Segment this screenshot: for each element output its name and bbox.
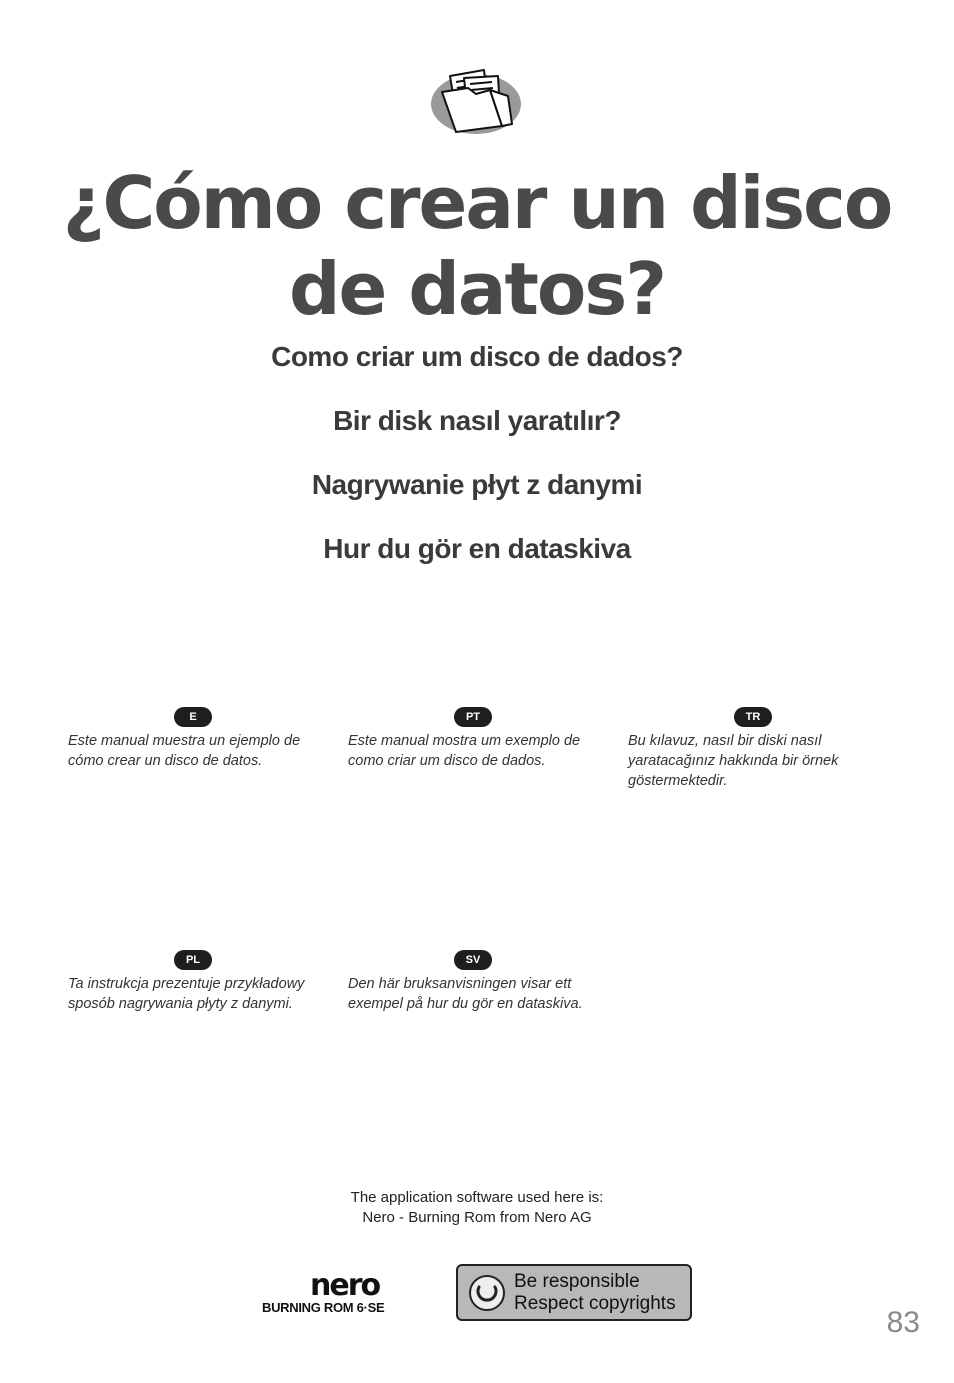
subtitle-pt: Como criar um disco de dados? bbox=[271, 341, 683, 372]
application-note bbox=[0, 1188, 954, 1228]
subtitle-list bbox=[0, 334, 954, 590]
language-block-pl bbox=[68, 950, 318, 1014]
language-badge: TR bbox=[734, 707, 772, 727]
respect-badge-line-2: Respect copyrights bbox=[514, 1293, 676, 1314]
page-title-line-1: ¿Cómo crear un disco bbox=[62, 161, 892, 245]
respect-badge-line-1: Be responsible bbox=[514, 1271, 640, 1292]
nero-logo-subtitle: BURNING ROM 6·SE bbox=[262, 1300, 385, 1315]
respect-badge-text bbox=[514, 1271, 676, 1315]
language-block-e bbox=[68, 707, 318, 771]
page-number: 83 bbox=[886, 1306, 920, 1339]
language-text: Bu kılavuz, nasıl bir diski nasıl yaratacağınız hakkında bir örnek göstermektedir. bbox=[628, 733, 839, 789]
language-text: Este manual muestra un ejemplo de cómo crear un disco de datos. bbox=[68, 733, 301, 769]
language-text: Ta instrukcja prezentuje przykładowy sposób nagrywania płyty z danymi. bbox=[68, 976, 305, 1012]
respect-circle-icon bbox=[468, 1274, 506, 1312]
language-block-pt bbox=[348, 707, 598, 771]
nero-logo bbox=[258, 1268, 430, 1320]
language-badge: E bbox=[174, 707, 212, 727]
language-block-tr bbox=[628, 707, 878, 791]
subtitle-tr: Bir disk nasıl yaratılır? bbox=[333, 405, 621, 436]
page-title-line-2: de datos? bbox=[288, 247, 666, 331]
subtitle-sv: Hur du gör en dataskiva bbox=[323, 533, 631, 564]
language-text: Den här bruksanvisningen visar ett exempel på hur du gör en dataskiva. bbox=[348, 976, 583, 1012]
language-block-sv bbox=[348, 950, 598, 1014]
subtitle-pl: Nagrywanie płyt z danymi bbox=[311, 469, 643, 500]
nero-logo-word: nero bbox=[310, 1268, 380, 1303]
folder-documents-icon bbox=[428, 66, 524, 136]
respect-copyrights-badge bbox=[456, 1264, 692, 1321]
language-badge: PT bbox=[454, 707, 492, 727]
application-note-line-2: Nero - Burning Rom from Nero AG bbox=[362, 1209, 592, 1226]
language-badge: PL bbox=[174, 950, 212, 970]
page-title bbox=[0, 160, 954, 332]
application-note-line-1: The application software used here is: bbox=[350, 1189, 604, 1206]
language-badge: SV bbox=[454, 950, 492, 970]
language-text: Este manual mostra um exemplo de como criar um disco de dados. bbox=[348, 733, 581, 769]
